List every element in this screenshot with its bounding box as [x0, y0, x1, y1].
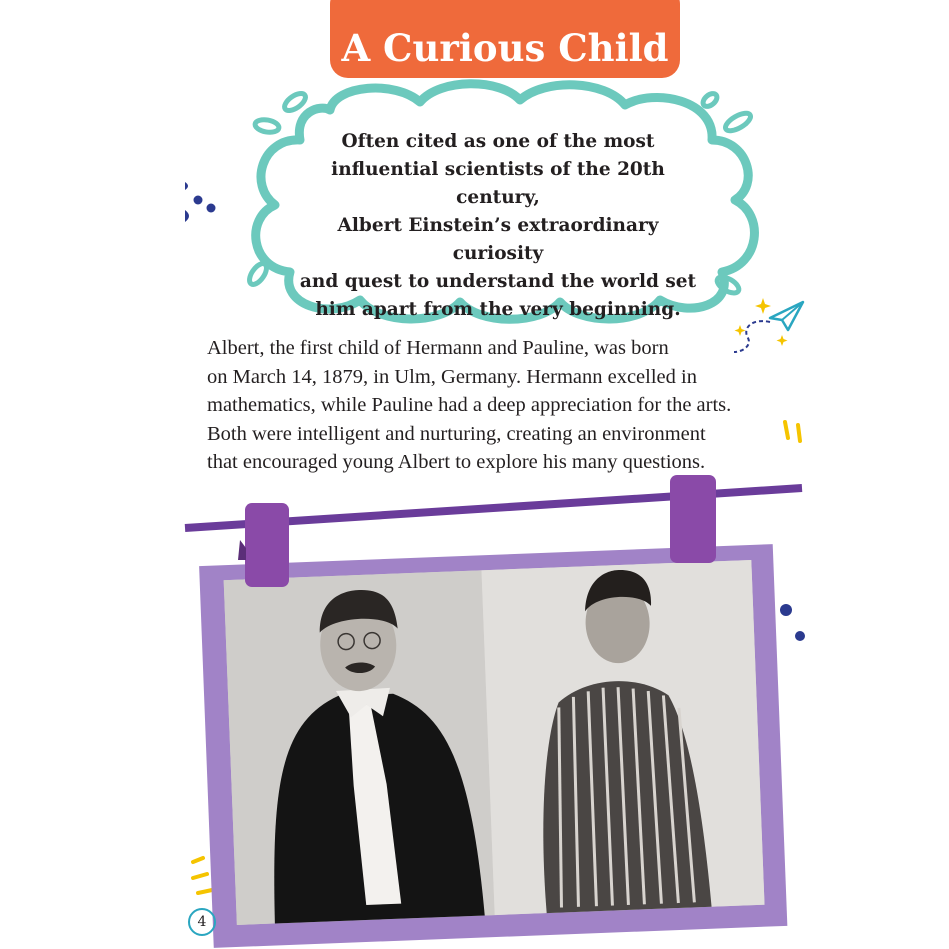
clip-right — [670, 475, 716, 563]
intro-line: him apart from the very beginning. — [315, 299, 681, 320]
body-line: mathematics, while Pauline had a deep appreciation for the arts. — [207, 394, 732, 416]
body-line: on March 14, 1879, in Ulm, Germany. Hermann excelled in — [207, 365, 697, 388]
intro-line: Often cited as one of the most — [341, 131, 655, 152]
page-number: 4 — [188, 908, 216, 936]
body-line: Albert, the first child of Hermann and Pauline, was born — [207, 337, 669, 359]
photo-hermann — [224, 570, 495, 925]
intro-line: and quest to understand the world set — [299, 271, 697, 292]
page-title: A Curious Child — [341, 26, 669, 70]
intro-line: influential scientists of the 20th century, — [331, 159, 665, 208]
photo-pauline — [481, 560, 764, 915]
body-line: Both were intelligent and nurturing, creating an environment — [207, 422, 706, 445]
intro-line: Albert Einstein’s extraordinary curiosity — [337, 215, 659, 264]
clip-left — [238, 503, 289, 587]
body-line: that encouraged young Albert to explore his many questions. — [207, 451, 706, 473]
